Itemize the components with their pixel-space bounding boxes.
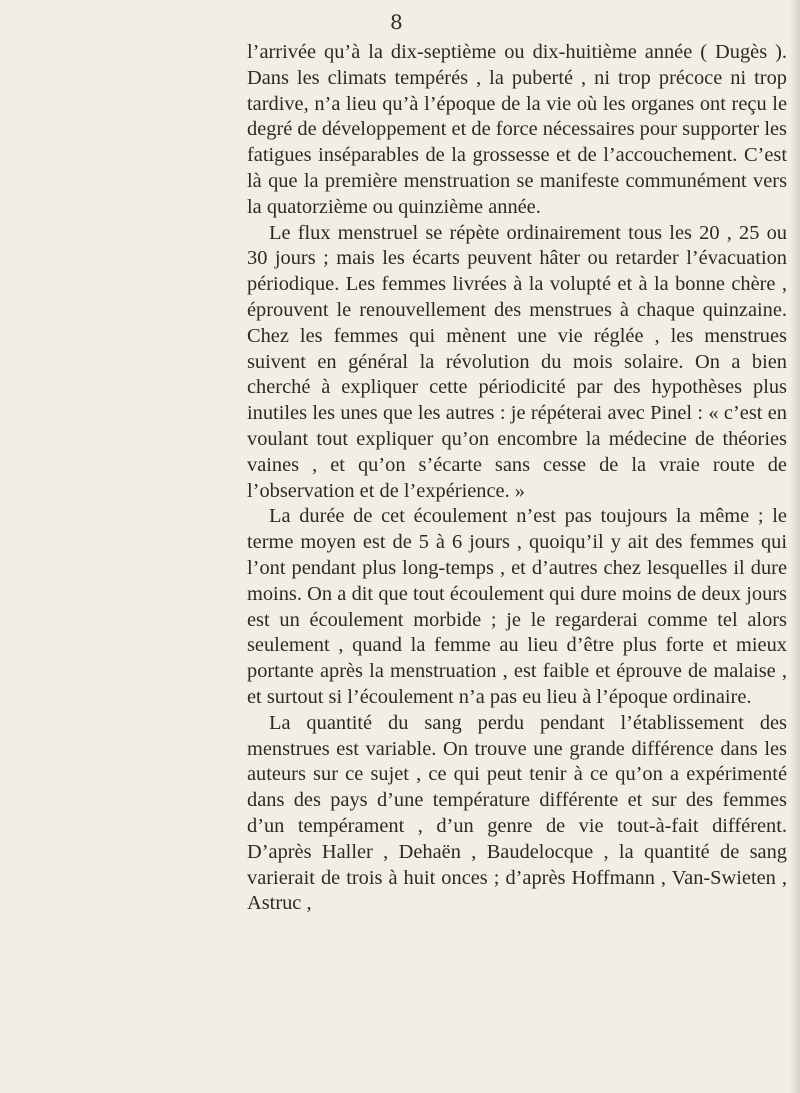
paragraph-2: Le flux menstruel se répète ordinairement tous les 20 , 25 ou 30 jours ; mais les écarts peuvent hâter ou retarder l’évacuation périodique. Les femmes livrées à la volupté et à la bonne chère , éprouvent le renouvellement des menstrues à chaque quinzaine. Chez les femmes qui mènent une vie réglée , les menstrues suivent en général la révolution du mois solaire. On a bien cherché à expliquer cette périodicité par des hypothèses plus inutiles les unes que les autres : je répéterai avec Pinel : « c’est en voulant tout expliquer qu’on encombre la médecine de théories vaines , et qu’on s’écarte sans cesse de la vraie route de l’observation et de l’expérience. » [247, 221, 787, 502]
paragraph-1: l’arrivée qu’à la dix-septième ou dix-huitième année ( Dugès ). Dans les climats tempérés , la puberté , ni trop précoce ni trop tardive, n’a lieu qu’à l’époque de la vie où les organes ont reçu le degré de développement et de force nécessaires pour supporter les fatigues inséparables de la grossesse et de l’accouchement. C’est là que la première menstruation se manifeste communément vers la quatorzième ou quinzième année. [247, 41, 787, 218]
paragraph-3: La durée de cet écoulement n’est pas toujours la même ; le terme moyen est de 5 à 6 jours , quoiqu’il y ait des femmes qui l’ont pendant plus long-temps , et d’autres chez lesquelles il dure moins. On a dit que tout écoulement qui dure moins de deux jours est un écoulement morbide ; je le regarderai comme tel alors seulement , quand la femme au lieu d’être plus forte et mieux portante après la menstruation , est faible et éprouve de malaise , et surtout si l’écoulement n’a pas eu lieu à l’époque ordinaire. [247, 505, 787, 708]
body-text [247, 40, 787, 917]
page-number: 8 [390, 10, 403, 34]
page-edge-shadow [790, 0, 800, 1093]
paragraph-4: La quantité du sang perdu pendant l’établissement des menstrues est variable. On trouve une grande différence dans les auteurs sur ce sujet , ce qui peut tenir à ce qu’on a expérimenté dans des pays d’une température différente et sur des femmes d’un tempérament , d’un genre de vie tout-à-fait différent. D’après Haller , Dehaën , Baudelocque , la quantité de sang varierait de trois à huit onces ; d’après Hoffmann , Van-Swieten , Astruc , [247, 711, 787, 915]
